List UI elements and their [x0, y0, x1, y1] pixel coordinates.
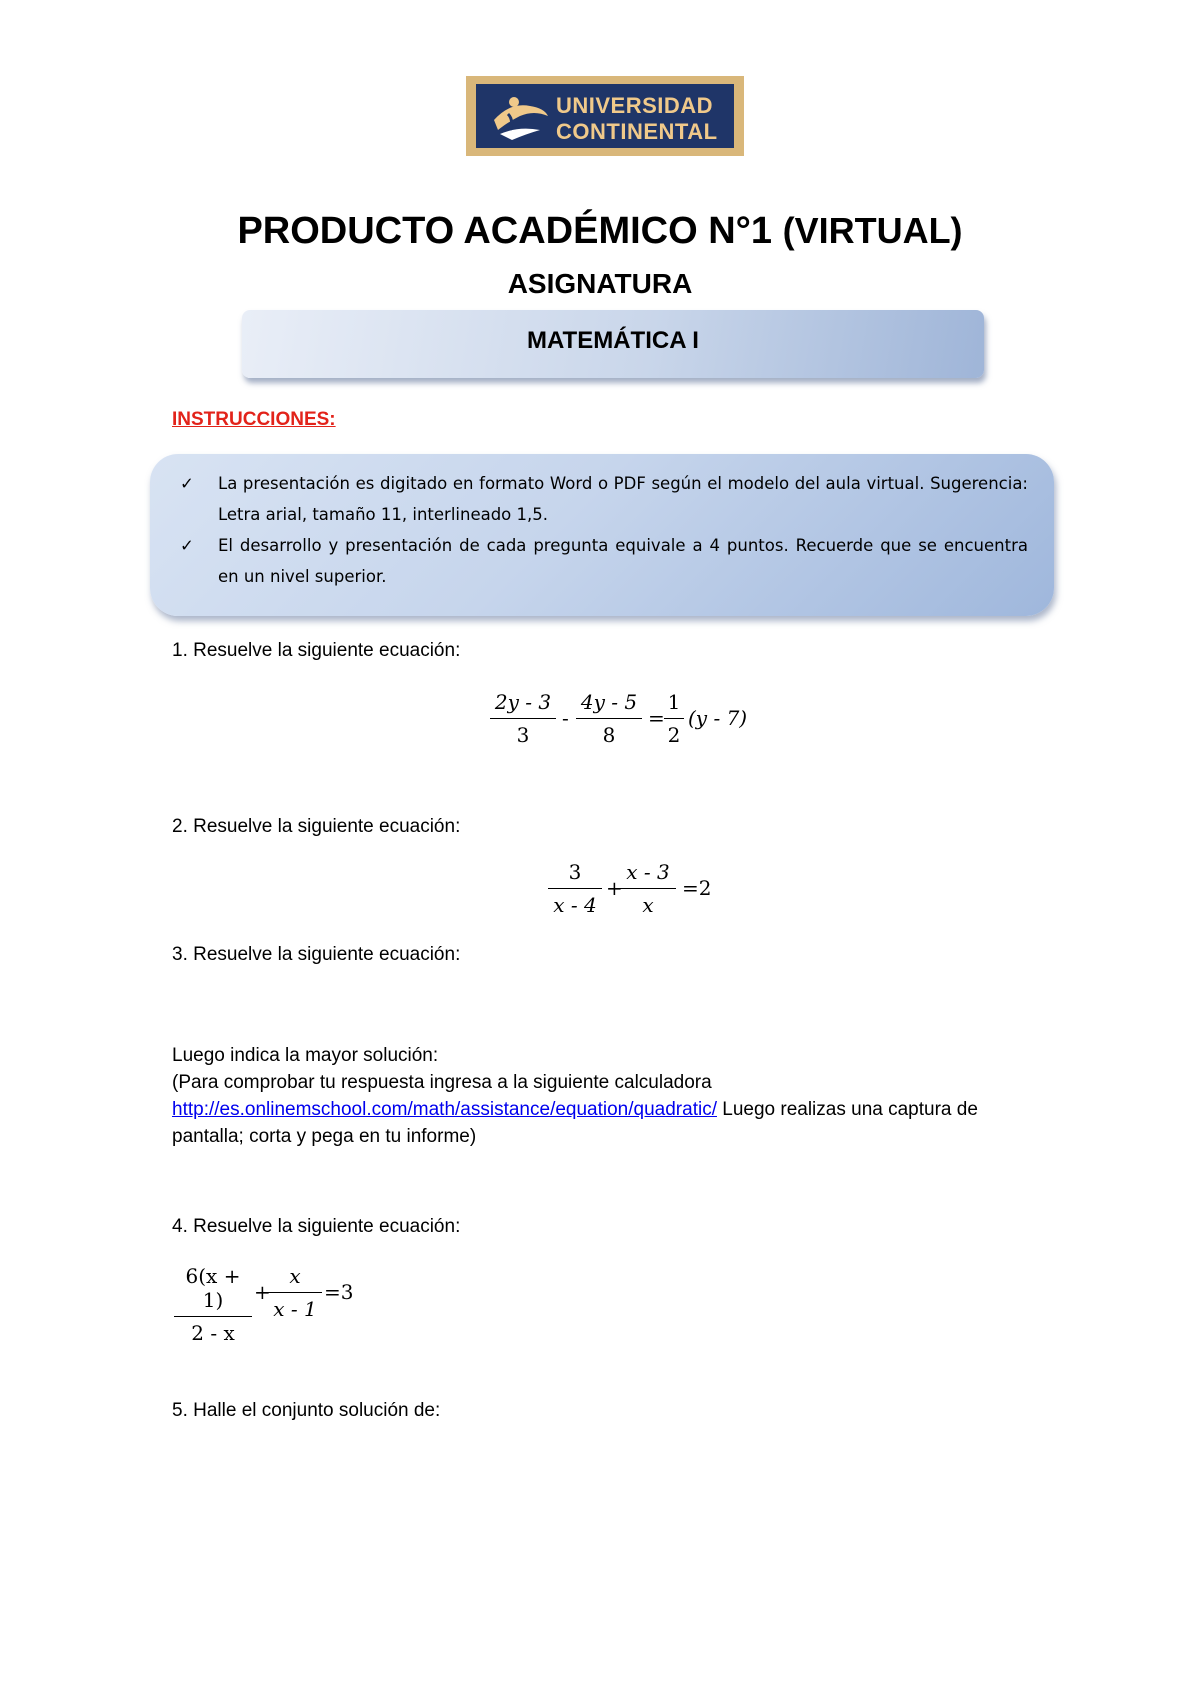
numerator: 2y - 3 [490, 690, 556, 719]
question-4-label: 4. Resuelve la siguiente ecuación: [172, 1216, 461, 1237]
university-logo [466, 76, 744, 156]
equation-rhs: =3 [324, 1280, 354, 1304]
operator: + [606, 876, 623, 900]
denominator: x [642, 893, 654, 917]
operator: + [254, 1280, 271, 1304]
note-text: (Para comprobar tu respuesta ingresa a la siguiente calculadora [172, 1072, 712, 1093]
course-name-box: MATEMÁTICA I [242, 310, 984, 378]
numerator: 4y - 5 [576, 690, 642, 719]
denominator: x - 1 [273, 1297, 317, 1321]
check-icon: ✓ [180, 474, 194, 493]
page-title [0, 210, 1200, 253]
instruction-text: La presentación es digitado en formato Word o PDF según el modelo del aula virtual. Sugerencia: Letra arial, tamaño 11, interlineado 1,5. [218, 474, 1028, 524]
numerator: x - 3 [620, 860, 676, 889]
numerator: 6(x + 1) [174, 1264, 252, 1317]
title-main: PRODUCTO ACADÉMICO N°1 [237, 210, 773, 252]
title-suffix: (VIRTUAL) [782, 210, 963, 251]
denominator: 2 - x [191, 1321, 235, 1345]
instruction-item [180, 468, 1028, 530]
question-2-label: 2. Resuelve la siguiente ecuación: [172, 816, 461, 837]
question-1-equation [490, 690, 770, 760]
denominator: 8 [602, 723, 616, 747]
expression-tail: (y - 7) [688, 706, 748, 730]
fraction [268, 1264, 322, 1321]
question-3-label: 3. Resuelve la siguiente ecuación: [172, 944, 461, 965]
question-5-label: 5. Halle el conjunto solución de: [172, 1400, 441, 1421]
numerator: x [268, 1264, 322, 1293]
denominator: 2 [667, 723, 681, 747]
question-2-equation [548, 860, 728, 930]
question-3-follow-up: Luego indica la mayor solución: [172, 1045, 439, 1066]
numerator: 3 [548, 860, 602, 889]
fraction [576, 690, 642, 747]
question-4-equation [174, 1264, 374, 1345]
instruction-item [180, 530, 1028, 592]
denominator: x - 4 [553, 893, 597, 917]
instructions-list [180, 468, 1028, 592]
page-subtitle: ASIGNATURA [507, 268, 693, 299]
logo-emblem-icon [490, 90, 552, 144]
equals-sign: = [648, 706, 665, 730]
numerator: 1 [664, 690, 684, 719]
fraction [664, 690, 684, 747]
equation-rhs: =2 [682, 876, 712, 900]
fraction [548, 860, 602, 917]
fraction [174, 1264, 252, 1345]
instruction-text: El desarrollo y presentación de cada pregunta equivale a 4 puntos. Recuerde que se encuentra en un nivel superior. [218, 536, 1028, 586]
fraction [620, 860, 676, 917]
logo-text-line1: UNIVERSIDAD [556, 93, 714, 118]
operator: - [562, 706, 569, 730]
note-text: Luego realizas una captura de pantalla; corta y pega en tu informe) [172, 1099, 978, 1147]
question-3-note [172, 1069, 1032, 1150]
logo-badge [476, 84, 734, 148]
check-icon: ✓ [180, 536, 194, 555]
logo-text-line2: CONTINENTAL [556, 119, 718, 144]
instructions-heading: INSTRUCCIONES: [172, 409, 336, 430]
denominator: 3 [516, 723, 530, 747]
calculator-link[interactable]: http://es.onlinemschool.com/math/assistance/equation/quadratic/ [172, 1099, 717, 1120]
question-1-label: 1. Resuelve la siguiente ecuación: [172, 640, 461, 661]
instructions-box [150, 454, 1054, 616]
fraction [490, 690, 556, 747]
